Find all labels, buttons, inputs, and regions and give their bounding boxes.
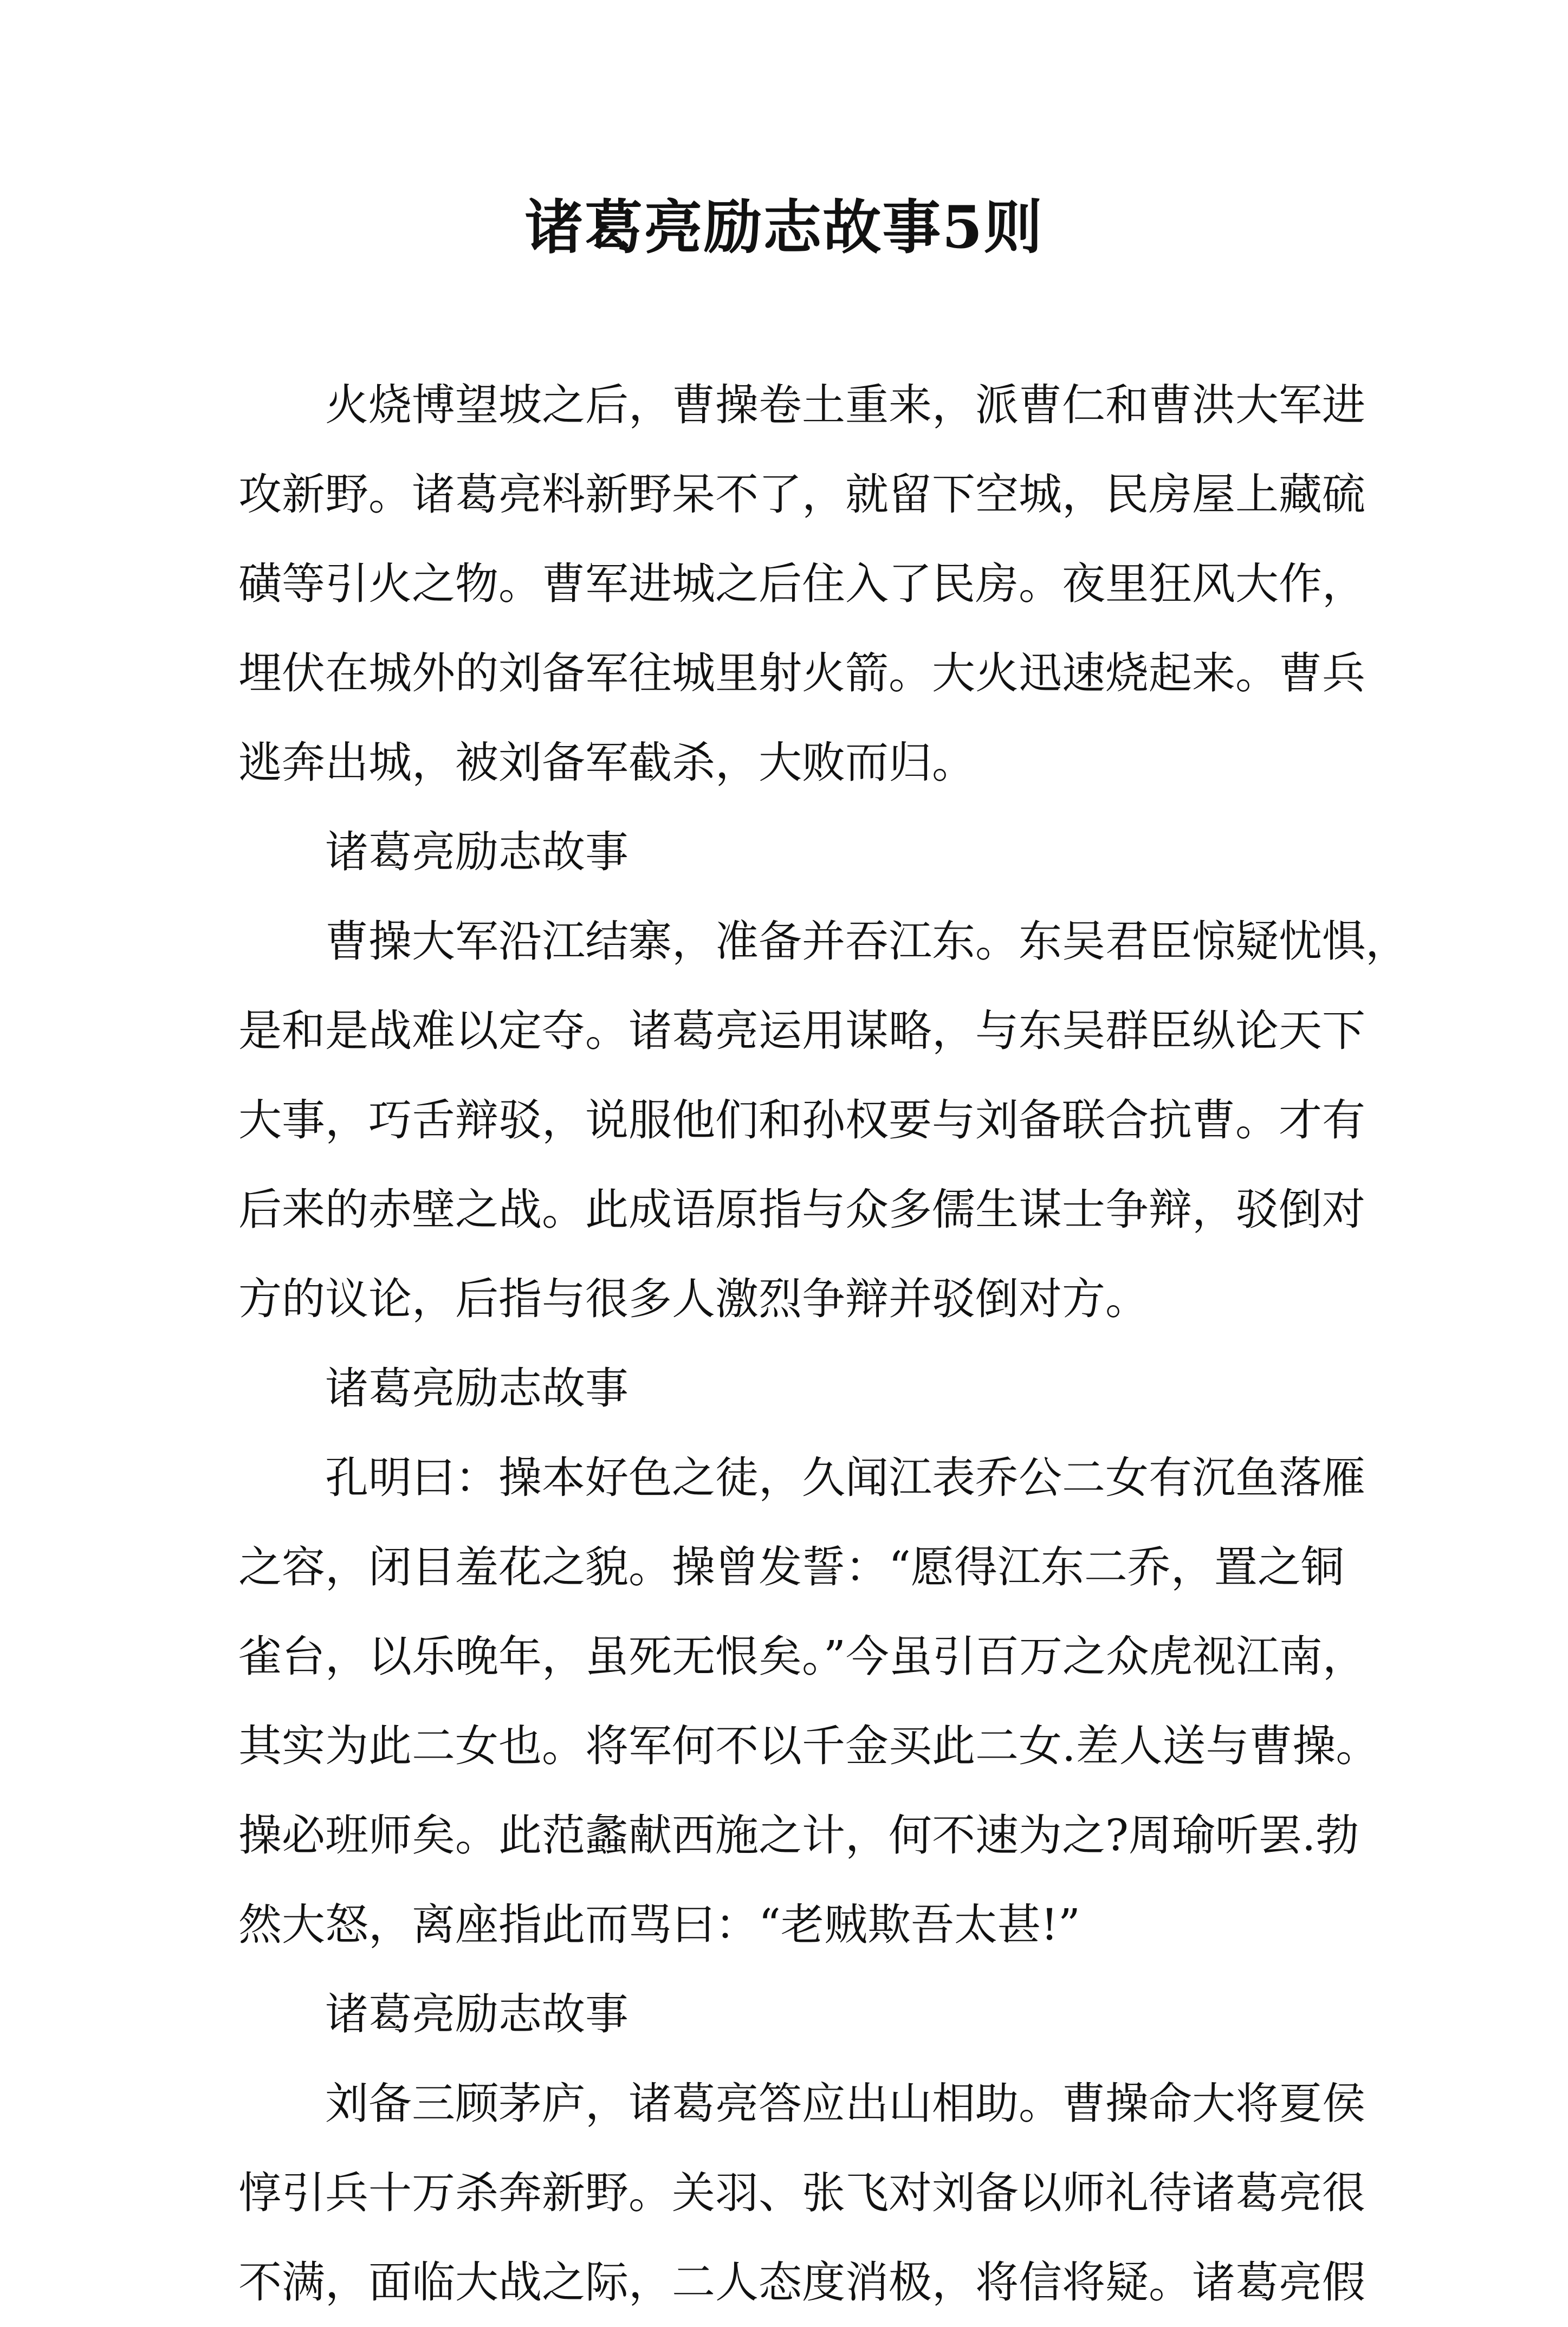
paragraph-line: 后来的赤壁之战。此成语原指与众多儒生谋士争辩，驳倒对 bbox=[238, 1184, 1365, 1235]
paragraph-line: 攻新野。诸葛亮料新野呆不了，就留下空城，民房屋上藏硫 bbox=[238, 469, 1365, 520]
paragraph-line: 孔明曰：操本好色之徒，久闻江表乔公二女有沉鱼落雁 bbox=[325, 1453, 1365, 1503]
paragraph-line: 是和是战难以定夺。诸葛亮运用谋略，与东吴群臣纵论天下 bbox=[238, 1006, 1365, 1056]
paragraph-line: 大事，巧舌辩驳，说服他们和孙权要与刘备联合抗曹。才有 bbox=[238, 1095, 1365, 1145]
paragraph-line: 埋伏在城外的刘备军往城里射火箭。大火迅速烧起来。曹兵 bbox=[238, 648, 1365, 698]
paragraph-line: 逃奔出城，被刘备军截杀，大败而归。 bbox=[238, 737, 975, 788]
section-heading: 诸葛亮励志故事 bbox=[325, 827, 629, 877]
document-body bbox=[238, 360, 1409, 2327]
paragraph-line: 方的议论，后指与很多人激烈争辩并驳倒对方。 bbox=[238, 1274, 1149, 1324]
document-title: 诸葛亮励志故事5则 bbox=[524, 193, 1044, 262]
paragraph-line: 操必班师矣。此范蠡献西施之计，何不速为之?周瑜听罢.勃 bbox=[238, 1810, 1359, 1861]
paragraph-line: 磺等引火之物。曹军进城之后住入了民房。夜里狂风大作， bbox=[238, 559, 1365, 609]
paragraph-line: 雀台，以乐晚年，虽死无恨矣。”今虽引百万之众虎视江南， bbox=[238, 1631, 1366, 1682]
paragraph-line: 曹操大军沿江结寨，准备并吞江东。东吴君臣惊疑忧惧， bbox=[325, 916, 1409, 967]
paragraph-line: 火烧博望坡之后，曹操卷土重来，派曹仁和曹洪大军进 bbox=[325, 380, 1365, 430]
paragraph-line: 其实为此二女也。将军何不以千金买此二女.差人送与曹操。 bbox=[238, 1721, 1379, 1771]
paragraph-line: 刘备三顾茅庐，诸葛亮答应出山相助。曹操命大将夏侯 bbox=[325, 2078, 1365, 2129]
paragraph-line: 之容，闭目羞花之貌。操曾发誓：“愿得江东二乔，置之铜 bbox=[238, 1542, 1344, 1592]
section-heading: 诸葛亮励志故事 bbox=[325, 1989, 629, 2039]
paragraph-line: 然大怒，离座指此而骂曰：“老贼欺吾太甚!” bbox=[238, 1900, 1080, 1950]
paragraph-line: 惇引兵十万杀奔新野。关羽、张飞对刘备以师礼待诸葛亮很 bbox=[238, 2168, 1365, 2218]
section-heading: 诸葛亮励志故事 bbox=[325, 1363, 629, 1414]
paragraph-line: 不满，面临大战之际，二人态度消极，将信将疑。诸葛亮假 bbox=[238, 2257, 1365, 2307]
